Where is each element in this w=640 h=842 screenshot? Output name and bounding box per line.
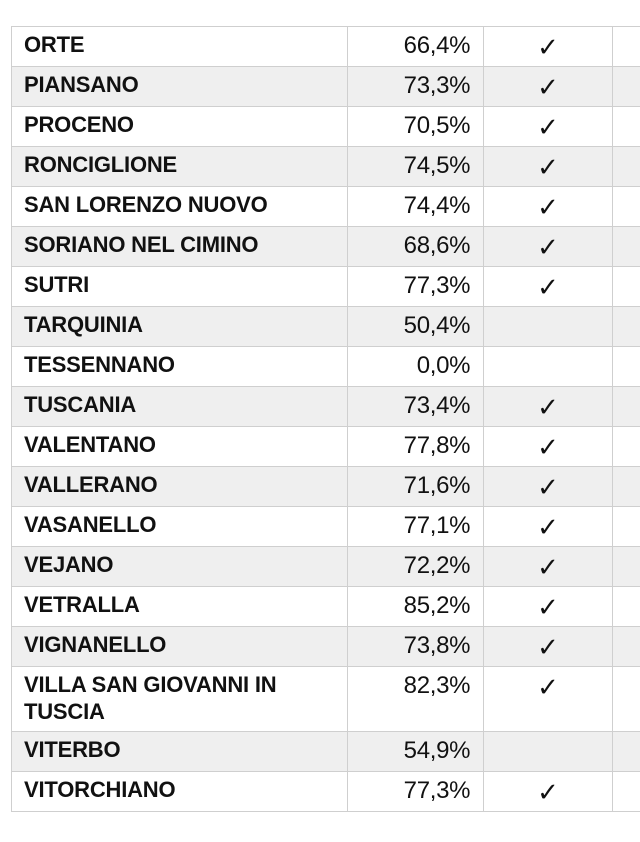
- check-mark-icon: ✓: [484, 67, 613, 107]
- municipality-name: VALENTANO: [12, 427, 348, 467]
- cropped-column-cell: [612, 147, 640, 187]
- municipality-name: VIGNANELLO: [12, 627, 348, 667]
- municipality-name: PROCENO: [12, 107, 348, 147]
- check-mark-icon: ✓: [484, 187, 613, 227]
- table-row: [12, 427, 640, 467]
- percentage-value: 70,5%: [347, 107, 483, 147]
- empty-check-cell: [484, 307, 613, 347]
- percentage-value: 77,8%: [347, 427, 483, 467]
- table-row: [12, 772, 640, 812]
- table-row: [12, 27, 640, 67]
- table-row: [12, 107, 640, 147]
- percentage-value: 50,4%: [347, 307, 483, 347]
- percentage-value: 66,4%: [347, 27, 483, 67]
- check-mark-icon: ✓: [484, 587, 613, 627]
- cropped-column-cell: [612, 587, 640, 627]
- table-body: [12, 27, 640, 812]
- municipality-name: TUSCANIA: [12, 387, 348, 427]
- check-mark-icon: ✓: [484, 267, 613, 307]
- percentage-value: 54,9%: [347, 732, 483, 772]
- table-row: [12, 732, 640, 772]
- municipality-name: TARQUINIA: [12, 307, 348, 347]
- cropped-column-cell: [612, 227, 640, 267]
- percentage-value: 73,3%: [347, 67, 483, 107]
- check-mark-icon: ✓: [484, 27, 613, 67]
- table-row: [12, 187, 640, 227]
- check-mark-icon: ✓: [484, 387, 613, 427]
- empty-check-cell: [484, 732, 613, 772]
- table-row: [12, 67, 640, 107]
- table-row: [12, 627, 640, 667]
- municipality-table-container: [11, 26, 640, 812]
- percentage-value: 82,3%: [347, 667, 483, 732]
- municipality-name: PIANSANO: [12, 67, 348, 107]
- empty-check-cell: [484, 347, 613, 387]
- municipality-name: RONCIGLIONE: [12, 147, 348, 187]
- cropped-column-cell: [612, 107, 640, 147]
- percentage-value: 74,4%: [347, 187, 483, 227]
- check-mark-icon: ✓: [484, 627, 613, 667]
- cropped-column-cell: [612, 732, 640, 772]
- check-mark-icon: ✓: [484, 667, 613, 732]
- cropped-column-cell: [612, 67, 640, 107]
- municipality-name: VITERBO: [12, 732, 348, 772]
- percentage-value: 77,3%: [347, 772, 483, 812]
- percentage-value: 72,2%: [347, 547, 483, 587]
- municipality-name: SUTRI: [12, 267, 348, 307]
- table-row: [12, 147, 640, 187]
- municipality-name: ORTE: [12, 27, 348, 67]
- municipality-name: VILLA SAN GIOVANNI IN TUSCIA: [12, 667, 348, 732]
- cropped-column-cell: [612, 347, 640, 387]
- cropped-column-cell: [612, 507, 640, 547]
- municipality-name: VEJANO: [12, 547, 348, 587]
- table-row: [12, 507, 640, 547]
- percentage-value: 68,6%: [347, 227, 483, 267]
- table-row: [12, 387, 640, 427]
- cropped-column-cell: [612, 667, 640, 732]
- percentage-value: 77,1%: [347, 507, 483, 547]
- percentage-value: 0,0%: [347, 347, 483, 387]
- percentage-value: 73,4%: [347, 387, 483, 427]
- municipality-name: VASANELLO: [12, 507, 348, 547]
- municipality-name: TESSENNANO: [12, 347, 348, 387]
- check-mark-icon: ✓: [484, 547, 613, 587]
- table-row: [12, 467, 640, 507]
- check-mark-icon: ✓: [484, 507, 613, 547]
- table-row: [12, 587, 640, 627]
- cropped-column-cell: [612, 427, 640, 467]
- cropped-column-cell: [612, 467, 640, 507]
- percentage-value: 71,6%: [347, 467, 483, 507]
- percentage-value: 85,2%: [347, 587, 483, 627]
- cropped-column-cell: [612, 187, 640, 227]
- table-row: [12, 347, 640, 387]
- table-row: [12, 547, 640, 587]
- municipality-name: VALLERANO: [12, 467, 348, 507]
- municipality-name: SORIANO NEL CIMINO: [12, 227, 348, 267]
- percentage-value: 74,5%: [347, 147, 483, 187]
- municipality-name: VETRALLA: [12, 587, 348, 627]
- cropped-column-cell: [612, 772, 640, 812]
- table-row: [12, 307, 640, 347]
- check-mark-icon: ✓: [484, 147, 613, 187]
- municipality-table: [11, 26, 640, 812]
- table-row: [12, 267, 640, 307]
- cropped-column-cell: [612, 27, 640, 67]
- check-mark-icon: ✓: [484, 467, 613, 507]
- percentage-value: 73,8%: [347, 627, 483, 667]
- check-mark-icon: ✓: [484, 772, 613, 812]
- check-mark-icon: ✓: [484, 427, 613, 467]
- percentage-value: 77,3%: [347, 267, 483, 307]
- check-mark-icon: ✓: [484, 107, 613, 147]
- cropped-column-cell: [612, 627, 640, 667]
- municipality-name: VITORCHIANO: [12, 772, 348, 812]
- check-mark-icon: ✓: [484, 227, 613, 267]
- municipality-name: SAN LORENZO NUOVO: [12, 187, 348, 227]
- cropped-column-cell: [612, 307, 640, 347]
- table-row: [12, 667, 640, 732]
- cropped-column-cell: [612, 267, 640, 307]
- cropped-column-cell: [612, 547, 640, 587]
- table-row: [12, 227, 640, 267]
- cropped-column-cell: [612, 387, 640, 427]
